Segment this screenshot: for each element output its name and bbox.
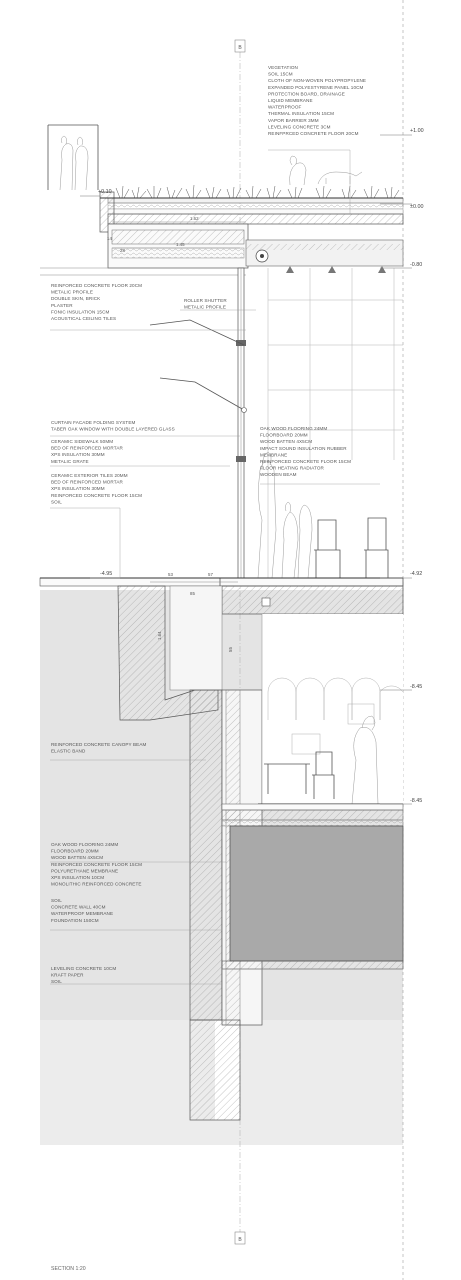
- note-line: CURTAIN FACADE FOLDING SYSTEM: [51, 420, 136, 425]
- note-line: CLOTH OF NON-WOVEN POLYPROPYLENE: [268, 78, 367, 84]
- note-line: POLYURETHANE MEMBRANE: [51, 868, 119, 874]
- note-line: WOODEN BEAM: [260, 472, 297, 478]
- level-ceiling: -0.80: [410, 262, 423, 268]
- notes-sidewalk: [51, 439, 123, 464]
- note-line: ROLLER SHUTTER: [184, 298, 227, 303]
- note-line: SOIL: [51, 979, 62, 985]
- note-line: FOUNDATION 150CM: [51, 917, 99, 923]
- note-line: REINFORCED CONCRETE FLOOR 15CM: [260, 459, 352, 464]
- notes-interior-floor: [260, 426, 351, 477]
- level-lower-floor: -8.45: [410, 798, 423, 804]
- note-line: WATERPROOF: [268, 104, 302, 110]
- dim-55: 55: [228, 647, 233, 652]
- axis-tag-top: B: [238, 45, 242, 51]
- dim-164: 1.64: [157, 631, 162, 640]
- note-line: LEVELING CONCRETE 3CM: [268, 124, 331, 130]
- note-line: OAK WOOD FLOORING 24MM: [260, 426, 328, 431]
- note-line: LIQUID MEMBRANE: [268, 98, 313, 103]
- note-line: REINFPRCED CONCRETE FLOOR 20CM: [268, 131, 359, 136]
- note-line: PROTECTION BOARD, DRAINAGE: [268, 91, 345, 97]
- note-line: SOIL: [51, 499, 62, 505]
- notes-shutter: [184, 298, 227, 310]
- notes-facade: [51, 420, 175, 432]
- note-line: CERAMIC EXTERIOR TILES 20MM: [51, 473, 128, 478]
- axis-tag-bottom: B: [238, 1237, 242, 1243]
- note-line: MEMBRANE: [260, 452, 288, 458]
- note-line: XPS INSULATION 10CM: [51, 875, 105, 880]
- note-line: CERAMIC SIDEWALK 50MM: [51, 439, 114, 444]
- note-line: BED OF REINFORCED MORTAR: [51, 479, 123, 485]
- notes-terrace: [51, 473, 142, 504]
- note-line: REINFORCED CONCRETE FLOOR 15CM: [51, 861, 143, 867]
- note-line: REINFORCED CONCRETE FLOOR 20CM: [51, 283, 143, 288]
- eave: [40, 224, 403, 275]
- notes-roof: [268, 65, 366, 136]
- level-ground-left: -4.95: [100, 571, 113, 577]
- curtain-facade: [150, 268, 247, 578]
- dim-145: 1.45: [176, 242, 185, 247]
- level-roof-top: +1.00: [410, 128, 424, 134]
- note-line: XPS INSULATION 30MM: [51, 452, 105, 458]
- level-lower-ceiling: -8.45: [410, 684, 423, 690]
- roof-terrace-people: [48, 125, 98, 190]
- dim-162: 1.62: [190, 216, 199, 221]
- note-line: IMPACT SOUND INSULATION RUBBER: [260, 445, 347, 451]
- note-line: SOIL 15CM: [268, 71, 293, 77]
- drawing-caption: SECTION 1:20: [51, 1266, 86, 1272]
- vegetation: [116, 185, 399, 198]
- note-line: WOOD BATTEN 4X5CM: [51, 855, 104, 861]
- level-roof-left: +0.10: [98, 189, 112, 195]
- note-line: REINFORCED CONCRETE FLOOR 15CM: [51, 492, 143, 498]
- note-line: VAPOR BARRIER 3MM: [268, 117, 319, 123]
- note-line: FONIC INSULATION 15CM: [51, 309, 110, 315]
- note-line: METALIC PROFILE: [51, 289, 93, 295]
- foundation-wall: [190, 1020, 240, 1120]
- dim-85: 85: [190, 591, 195, 596]
- note-line: FLOORBOARD 20MM: [260, 432, 308, 438]
- basement-slab: [222, 804, 403, 969]
- dim-14: 14: [107, 236, 112, 241]
- note-line: BED OF REINFORCED MORTAR: [51, 445, 123, 451]
- note-line: METALIC PROFILE: [184, 304, 226, 310]
- green-roof: [100, 156, 403, 232]
- level-roof-right: ±0.00: [410, 204, 424, 210]
- note-line: DOUBLE SKIN, BRICK: [51, 296, 101, 302]
- note-line: METALIC GRATE: [51, 458, 89, 464]
- note-line: FLOOR HEATING RADIATOR: [260, 465, 324, 471]
- note-line: WOOD BATTEN 4X5CM: [260, 439, 313, 445]
- note-line: THERMAL INSULATION 15CM: [268, 111, 335, 117]
- upper-room: [258, 268, 403, 578]
- note-line: ELASTIC BAND: [51, 748, 86, 754]
- note-line: XPS INSULATION 30MM: [51, 486, 105, 492]
- note-line: REINFORCED CONCRETE CANOPY BEAM: [51, 742, 147, 747]
- note-line: KRAFT PAPER: [51, 972, 84, 978]
- note-line: OAK WOOD FLOORING 24MM: [51, 842, 119, 847]
- notes-eave: [51, 283, 142, 321]
- note-line: FLOORBOARD 20MM: [51, 848, 99, 854]
- note-line: EXPANDED POLYESTYRENE PANEL 10CM: [268, 84, 364, 90]
- note-line: PLASTER: [51, 302, 73, 308]
- note-line: WATERPROOF MEMBRANE: [51, 911, 114, 917]
- dim-57: 57: [208, 572, 213, 577]
- note-line: MONOLITHIC REINFORCED CONCRETE: [51, 881, 142, 887]
- dim-53: 53: [168, 572, 173, 577]
- note-line: TABER OAK WINDOW WITH DOUBLE LAYERED GLASS: [51, 426, 175, 432]
- note-line: VEGETATION: [268, 65, 298, 70]
- note-line: LEVELING CONCRETE 10CM: [51, 966, 117, 971]
- note-line: ACOUSTICAL CEILING TILES: [51, 316, 117, 321]
- note-line: CONCRETE WALL 40CM: [51, 904, 106, 910]
- note-line: SOIL: [51, 898, 62, 903]
- dim-28: 28: [120, 248, 125, 253]
- level-ground-right: -4.92: [410, 571, 423, 577]
- lower-room: [258, 614, 403, 804]
